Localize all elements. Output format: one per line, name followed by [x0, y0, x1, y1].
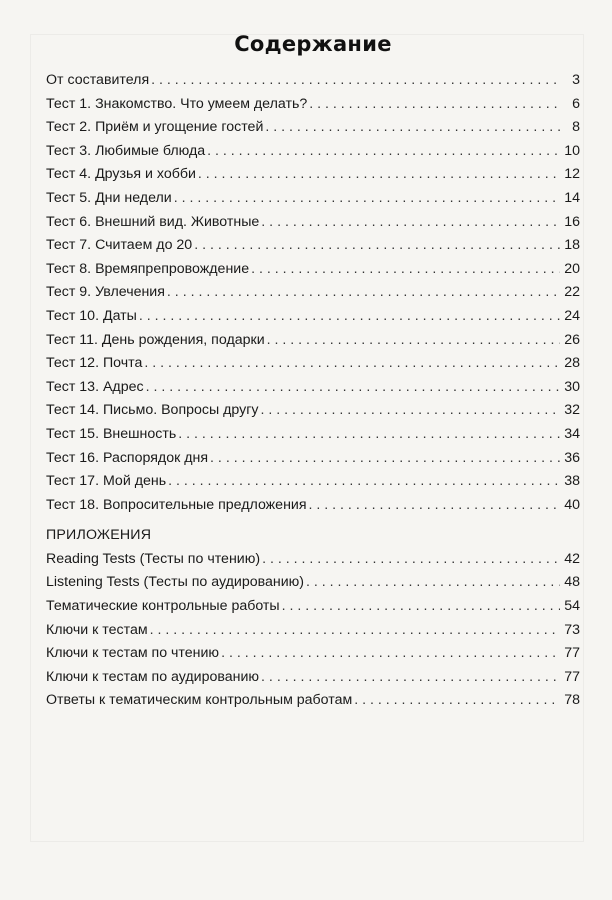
dot-leader [167, 281, 560, 305]
dot-leader [168, 470, 560, 494]
toc-entry-page-number: 14 [564, 189, 580, 206]
appendix-heading: ПРИЛОЖЕНИЯ [46, 527, 152, 544]
toc-entry-label: Тематические контрольные работы [46, 598, 280, 615]
toc-entry-label: Ключи к тестам по аудированию [46, 668, 260, 685]
toc-entry-label: Тест 4. Друзья и хобби [46, 166, 196, 183]
dot-leader [267, 329, 561, 353]
toc-entry-page-number: 12 [564, 166, 580, 183]
dot-leader [261, 211, 560, 235]
toc-entry [46, 329, 580, 353]
toc-entry-page-number: 6 [572, 95, 580, 112]
dot-leader [198, 163, 560, 187]
toc-main-list [46, 69, 580, 517]
toc-entry-label: Reading Tests (Тесты по чтению) [46, 550, 261, 567]
page-title: Содержание [234, 32, 392, 56]
dot-leader [207, 140, 560, 164]
toc-entry-label: Тест 1. Знакомство. Что умеем делать? [46, 95, 308, 112]
toc-entry-label: Тест 10. Даты [46, 307, 137, 324]
toc-entry-page-number: 10 [564, 142, 580, 159]
toc-entry [46, 116, 580, 140]
toc-entry-page-number: 42 [564, 550, 580, 567]
toc-entry [46, 423, 580, 447]
toc-entry [46, 447, 580, 471]
toc-entry-label: От составителя [46, 72, 150, 88]
toc-appendix-list [46, 548, 580, 713]
toc-entry-page-number: 78 [564, 692, 580, 709]
toc-entry-label: Тест 17. Мой день [46, 473, 167, 490]
dot-leader [261, 399, 561, 423]
toc-entry [46, 494, 580, 518]
toc-entry-label: Тест 11. День рождения, подарки [46, 331, 265, 348]
toc-entry-page-number: 18 [564, 237, 580, 254]
toc-entry-label: Listening Tests (Тесты по аудированию) [46, 574, 304, 591]
toc-entry [46, 163, 580, 187]
dot-leader [144, 352, 560, 376]
toc-entry-label: Тест 7. Считаем до 20 [46, 237, 193, 254]
dot-leader [174, 187, 561, 211]
dot-leader [139, 305, 560, 329]
toc-entry-label: Тест 3. Любимые блюда [46, 142, 206, 159]
toc-entry [46, 376, 580, 400]
toc-entry-label: Тест 16. Распорядок дня [46, 449, 209, 466]
toc-entry [46, 571, 580, 595]
toc-entry-page-number: 36 [564, 449, 580, 466]
toc-entry-label: Тест 8. Времяпрепровождение [46, 260, 250, 277]
dot-leader [150, 619, 561, 643]
dot-leader [146, 376, 561, 400]
dot-leader [221, 642, 560, 666]
toc-entry-label: Тест 2. Приём и угощение гостей [46, 119, 264, 136]
toc-entry-label: Тест 13. Адрес [46, 378, 144, 395]
toc-entry-label: Ответы к тематическим контрольным работам [46, 692, 353, 709]
toc-entry-page-number: 77 [564, 645, 580, 662]
toc-entry-page-number: 24 [564, 307, 580, 324]
toc-entry-page-number: 22 [564, 284, 580, 301]
toc-entry-label: Ключи к тестам по чтению [46, 645, 220, 662]
toc-entry-label: Тест 12. Почта [46, 355, 143, 372]
toc-entry-label: Тест 6. Внешний вид. Животные [46, 213, 260, 230]
toc-entry-page-number: 54 [564, 598, 580, 615]
toc-entry [46, 352, 580, 376]
toc-entry [46, 689, 580, 713]
dot-leader [265, 116, 562, 140]
toc-entry [46, 69, 580, 93]
toc-entry-page-number: 30 [564, 378, 580, 395]
toc-entry-label: Тест 14. Письмо. Вопросы другу [46, 402, 259, 419]
toc-entry-page-number: 38 [564, 473, 580, 490]
toc-entry [46, 234, 580, 258]
toc-entry-page-number: 34 [564, 425, 580, 442]
toc-entry-page-number: 40 [564, 496, 580, 513]
dot-leader [210, 447, 560, 471]
dot-leader [178, 423, 560, 447]
toc-entry [46, 211, 580, 235]
dot-leader [194, 234, 560, 258]
toc-entry [46, 187, 580, 211]
toc-entry-label: Ключи к тестам [46, 621, 148, 638]
toc-entry [46, 399, 580, 423]
toc-entry-page-number: 20 [564, 260, 580, 277]
toc-entry [46, 642, 580, 666]
toc-entry [46, 595, 580, 619]
dot-leader [261, 666, 560, 690]
dot-leader [309, 93, 562, 117]
toc-entry-page-number: 32 [564, 402, 580, 419]
toc-entry-label: Тест 18. Вопросительные предложения [46, 496, 307, 513]
toc-entry [46, 281, 580, 305]
toc-entry-page-number: 77 [564, 668, 580, 685]
toc-entry [46, 619, 580, 643]
dot-leader [354, 689, 560, 713]
dot-leader [309, 494, 561, 518]
toc-entry [46, 548, 580, 572]
dot-leader [306, 571, 560, 595]
toc-entry [46, 93, 580, 117]
toc-entry-label: Тест 9. Увлечения [46, 284, 165, 301]
toc-entry-page-number: 16 [564, 213, 580, 230]
toc-entry [46, 666, 580, 690]
dot-leader [262, 548, 560, 572]
toc-entry [46, 470, 580, 494]
toc-entry-label: Тест 15. Внешность [46, 425, 177, 442]
toc-entry-page-number: 26 [564, 331, 580, 348]
dot-leader [251, 258, 560, 282]
toc-entry-label: Тест 5. Дни недели [46, 189, 172, 206]
dot-leader [282, 595, 561, 619]
toc-entry [46, 305, 580, 329]
dot-leader [151, 69, 562, 93]
toc-entry [46, 258, 580, 282]
toc-entry-page-number: 28 [564, 355, 580, 372]
contents-page [46, 30, 580, 713]
toc-entry-page-number: 8 [572, 119, 580, 136]
toc-entry [46, 140, 580, 164]
toc-entry-page-number: 73 [564, 621, 580, 638]
toc-entry-page-number: 3 [572, 72, 580, 88]
toc-entry-page-number: 48 [564, 574, 580, 591]
